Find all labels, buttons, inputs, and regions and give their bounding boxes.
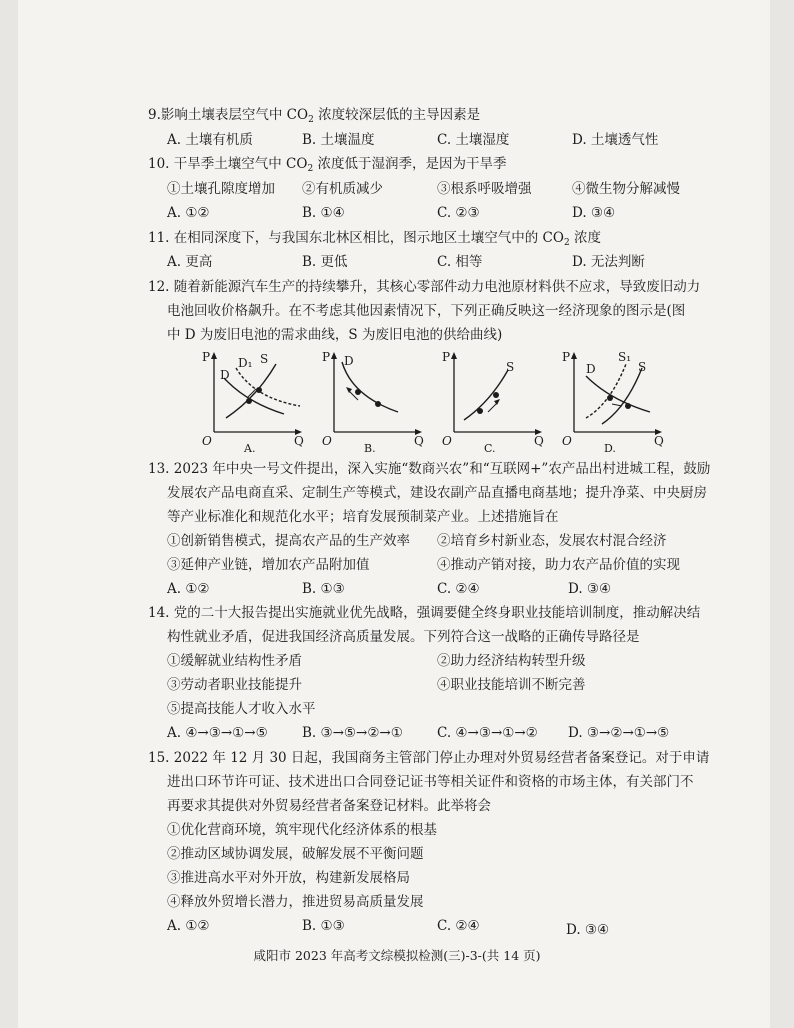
q13-stem-line-3: 等产业标准化和规范化水平；培育发展预制菜产业。上述措施旨在 [167,509,559,525]
q13-item-1: ①创新销售模式，提高农产品的生产效率 [167,533,410,549]
graph-a-o-label: O [202,434,212,448]
graph-b-p-label: P [322,350,331,364]
graph-a-d-label: D [220,368,230,382]
graph-a-p-label: P [202,350,211,364]
q13-item-3: ③延伸产业链，增加农产品附加值 [167,557,370,573]
q12-stem-line-3: 中 D 为废旧电池的需求曲线，S 为废旧电池的供给曲线) [167,327,503,343]
q13-item-4: ④推动产销对接，助力农产品价值的实现 [437,557,680,573]
graph-c-caption: C. [484,442,496,455]
q10-option-b: B. ①④ [302,205,345,221]
q12-stem-line-1: 12. 随着新能源汽车生产的持续攀升，其核心零部件动力电池原材料供不应求，导致废旧动力 [148,279,701,295]
q10-option-a: A. ①② [167,205,210,221]
scan-edge-right [770,0,794,1028]
q13-option-b: B. ①③ [302,581,345,597]
q12-graph-c [436,350,546,460]
q14-item-1: ①缓解就业结构性矛盾 [167,653,302,669]
graph-a-d1-label: D₁ [238,356,253,370]
q10-option-d: D. ③④ [572,205,616,221]
q9-option-b: B. 土壤温度 [302,132,375,148]
q11-option-d: D. 无法判断 [572,254,645,270]
graph-b-q-label: Q [414,434,424,448]
q14-option-c: C. ④→③→①→② [437,725,538,741]
q9-stem: 9.影响土壤表层空气中 $CO_2$ 浓度较深层低的主导因素是 [148,107,481,125]
graph-d-s1-label: S₁ [618,350,632,364]
q12-graph-d [556,350,666,460]
graph-a-caption: A. [244,442,256,455]
q13-option-c: C. ②④ [437,581,480,597]
q15-stem-line-1: 15. 2022 年 12 月 30 日起，我国商务主管部门停止办理对外贸易经营者备案登记。对于申请 [148,750,710,766]
graph-a-s-label: S [260,352,269,366]
q11-option-a: A. 更高 [167,254,213,270]
q13-stem-line-2: 发展农产品电商直采、定制生产等模式，建设农副产品直播电商基地；提升净菜、中央厨房 [167,485,707,501]
graph-c-q-label: Q [534,434,544,448]
q14-stem-line-2: 构性就业矛盾，促进我国经济高质量发展。下列符合这一战略的正确传导路径是 [167,629,640,645]
q10-item-3: ③根系呼吸增强 [437,181,532,197]
graph-d-p-label: P [562,350,571,364]
q14-option-b: B. ③→⑤→②→① [302,725,403,741]
graph-d-q-label: Q [654,434,664,448]
q14-stem-line-1: 14. 党的二十大报告提出实施就业优先战略，强调要健全终身职业技能培训制度，推动解决结 [148,605,701,621]
graph-d-d-label: D [586,362,596,376]
q14-option-a: A. ④→③→①→⑤ [167,725,268,741]
q15-item-1: ①优化营商环境，筑牢现代化经济体系的根基 [167,822,437,838]
q15-stem-line-2: 进出口环节许可证、技术进出口合同登记证书等相关证件和资格的市场主体，有关部门不 [167,774,694,790]
q9-option-c: C. 土壤湿度 [437,132,510,148]
q11-stem: 11. 在相同深度下，与我国东北林区相比，图示地区土壤空气中的 $CO_2$ 浓度 [148,230,601,248]
q13-option-d: D. ③④ [568,581,612,597]
q11-option-b: B. 更低 [302,254,348,270]
q13-option-a: A. ①② [167,581,210,597]
graph-d-o-label: O [562,434,572,448]
page-footer: 咸阳市 2023 年高考文综模拟检测(三)-3-(共 14 页) [253,948,541,963]
q12-graph-b [316,350,426,460]
graph-d-s-label: S [638,360,647,374]
graph-d-caption: D. [604,442,616,455]
q15-stem-line-3: 再要求其提供对外贸易经营者备案登记材料。此举将会 [167,798,491,814]
graph-b-caption: B. [364,442,376,455]
q12-graph-a [196,350,306,460]
q9-option-a: A. 土壤有机质 [167,132,253,148]
q15-item-3: ③推进高水平对外开放，构建新发展格局 [167,870,410,886]
q11-option-c: C. 相等 [437,254,483,270]
q15-item-2: ②推动区域协调发展，破解发展不平衡问题 [167,846,424,862]
q13-stem-line-1: 13. 2023 年中央一号文件提出，深入实施“数商兴农”和“互联网+”农产品出村进城工程，鼓励 [148,461,711,477]
graph-a-q-label: Q [294,434,304,448]
q15-option-d: D. ③④ [566,922,610,938]
graph-c-o-label: O [442,434,452,448]
q10-option-c: C. ②③ [437,205,480,221]
q14-item-3: ③劳动者职业技能提升 [167,677,302,693]
q14-item-4: ④职业技能培训不断完善 [437,677,586,693]
graph-b-d-label: D [344,354,354,368]
q10-item-2: ②有机质减少 [302,181,383,197]
graph-c-p-label: P [442,350,451,364]
q15-option-b: B. ①③ [302,918,345,934]
graph-c-s-label: S [506,360,515,374]
q15-option-c: C. ②④ [437,918,480,934]
q15-option-a: A. ①② [167,918,210,934]
q10-stem: 10. 干旱季土壤空气中 $CO_2$ 浓度低于湿润季，是因为干旱季 [148,156,507,174]
q14-item-2: ②助力经济结构转型升级 [437,653,586,669]
q14-item-5: ⑤提高技能人才收入水平 [167,701,316,717]
graph-b-o-label: O [322,434,332,448]
q14-option-d: D. ③→②→①→⑤ [568,725,670,741]
q13-item-2: ②培育乡村新业态，发展农村混合经济 [437,533,667,549]
scan-edge-left [0,0,18,1028]
q15-item-4: ④释放外贸增长潜力，推进贸易高质量发展 [167,894,424,910]
q10-item-4: ④微生物分解减慢 [572,181,680,197]
q12-stem-line-2: 电池回收价格飙升。在不考虑其他因素情况下，下列正确反映这一经济现象的图示是(图 [167,303,686,319]
q9-option-d: D. 土壤透气性 [572,132,659,148]
q10-item-1: ①土壤孔隙度增加 [167,181,275,197]
